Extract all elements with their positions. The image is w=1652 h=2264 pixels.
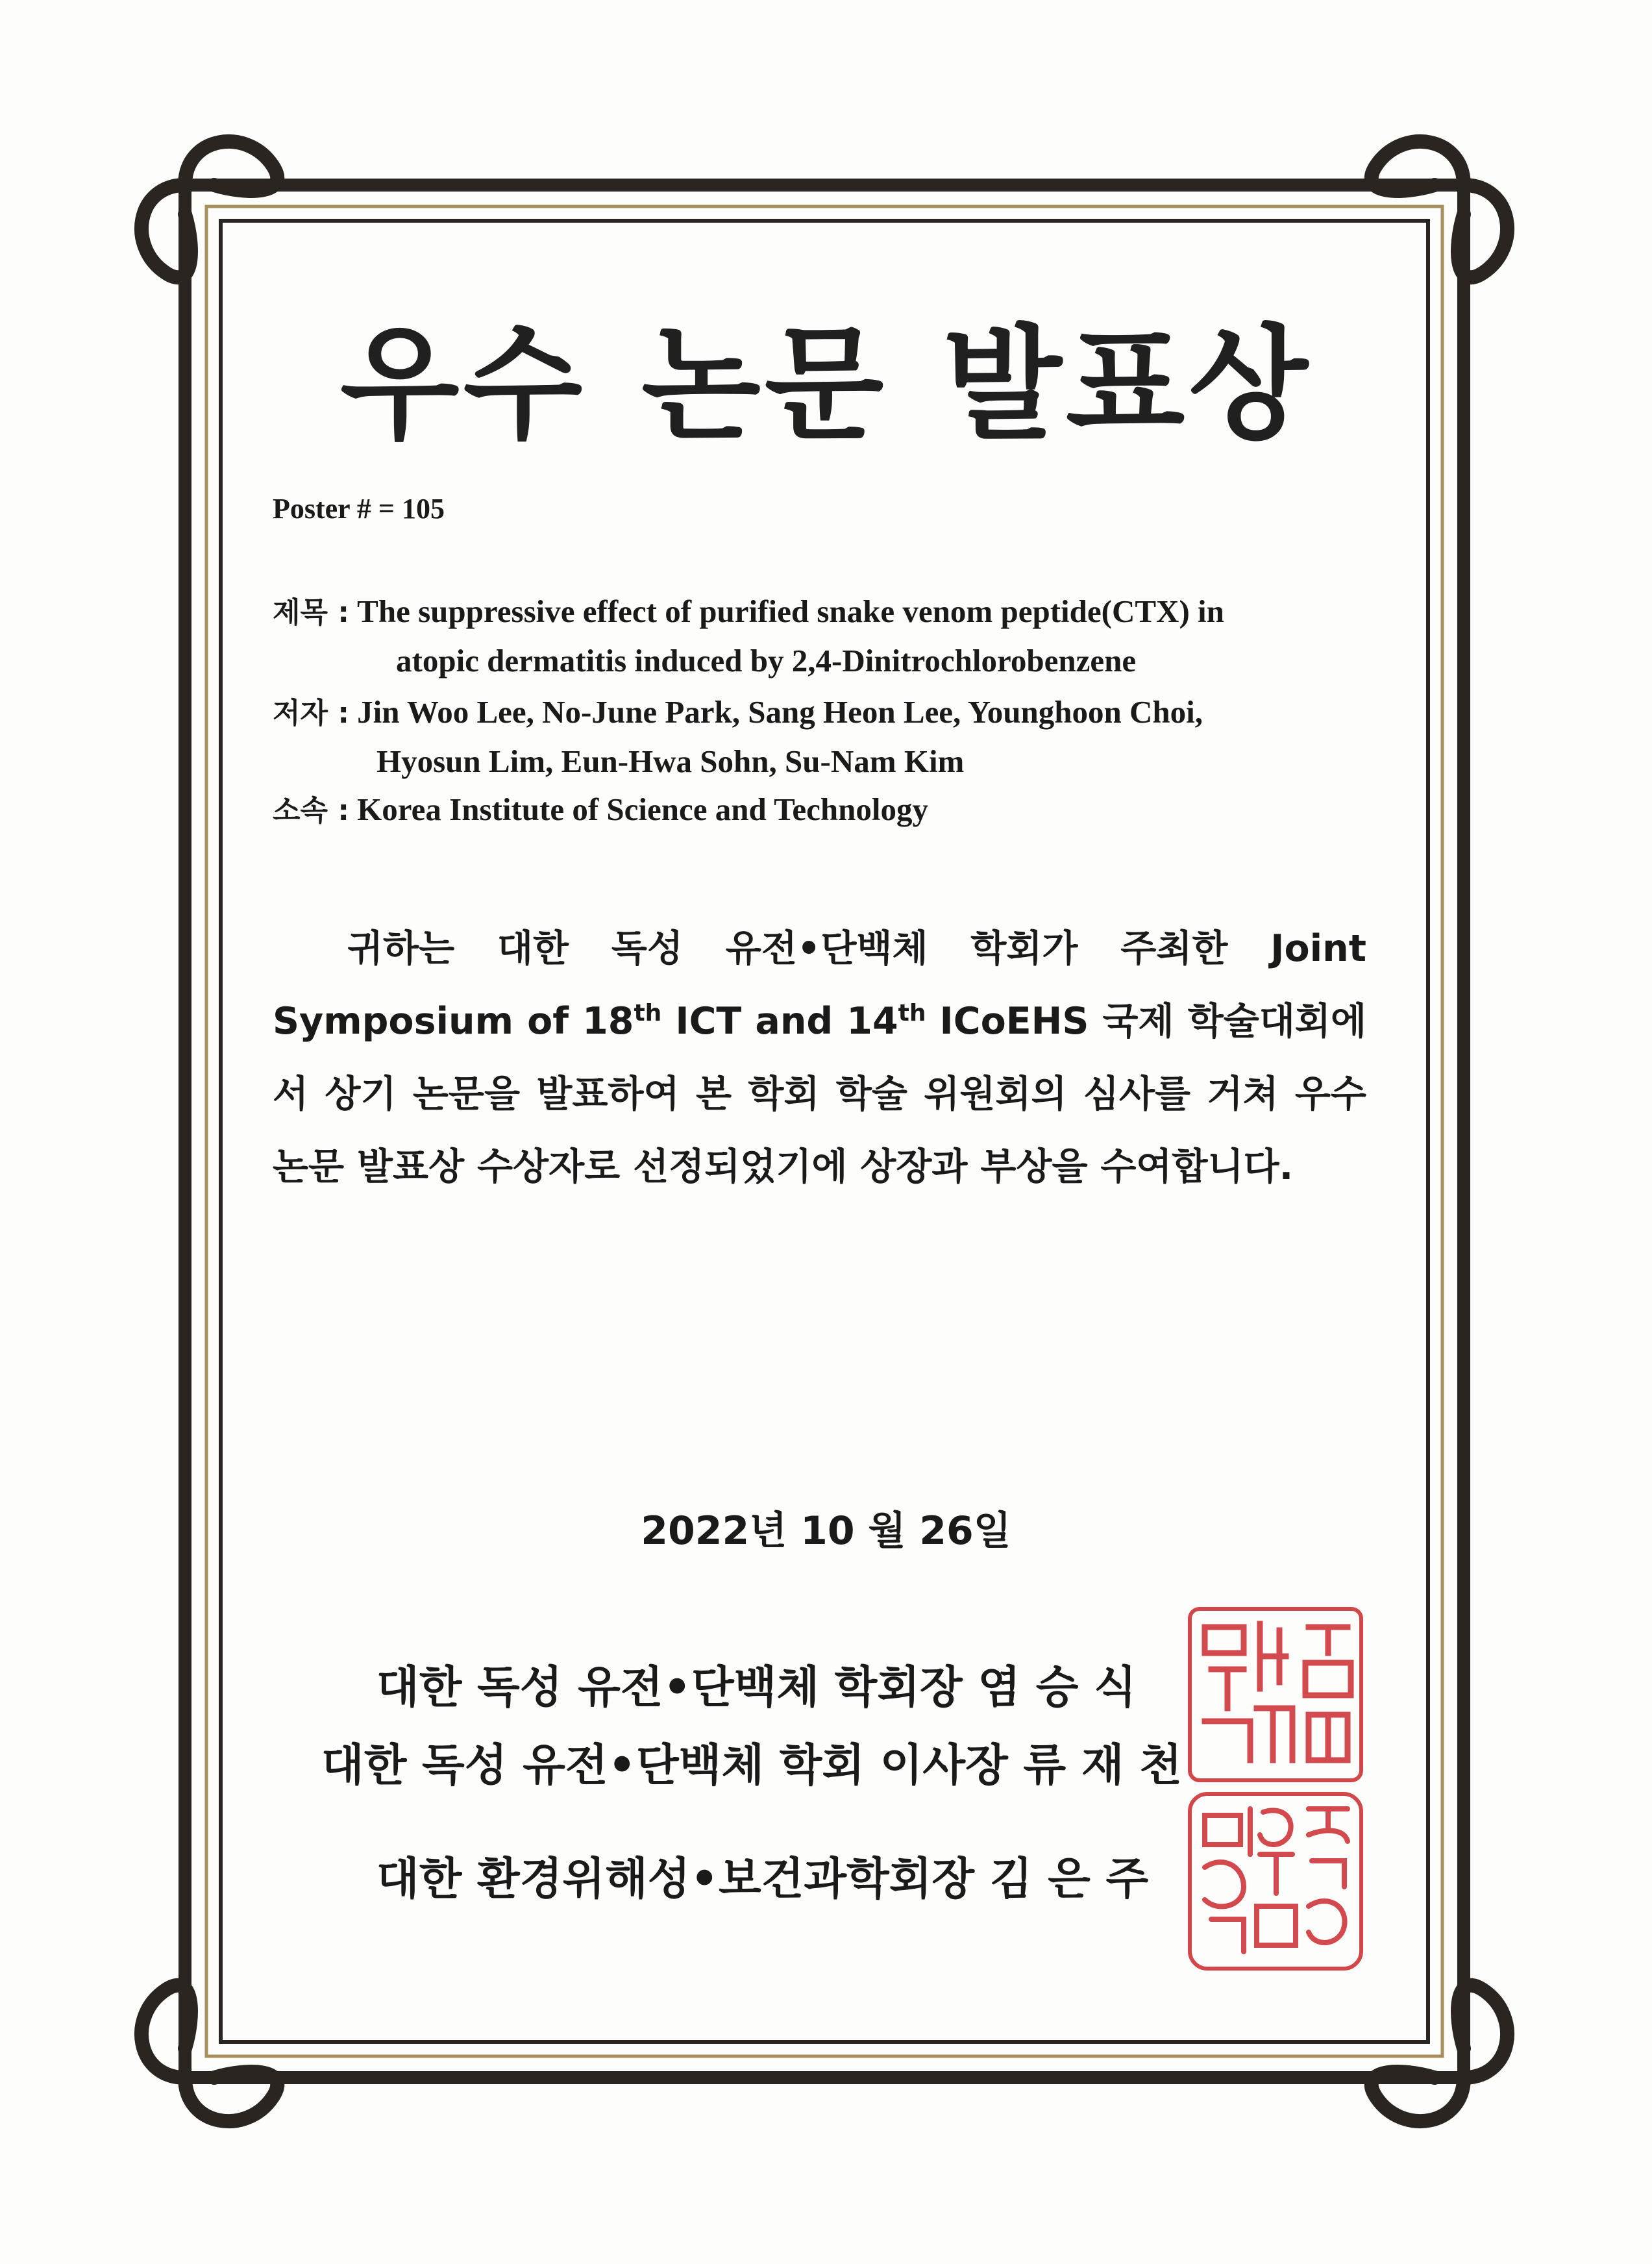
signatory-2: 대한 독성 유전•단백체 학회 이사장 류 재 천 (321, 1740, 1182, 1791)
affiliation-label: 소속 : (273, 794, 349, 827)
award-date: 2022년 10 월 26일 (641, 1508, 1011, 1554)
affiliation-row (273, 786, 928, 835)
affiliation-text: Korea Institute of Science and Technology (357, 791, 928, 827)
authors-label: 저자 : (273, 697, 349, 730)
authors-line2: Hyosun Lim, Eun-Hwa Sohn, Su-Nam Kim (376, 743, 965, 779)
body-part3: ICoEHS 국제 학술대회에서 상기 논문을 발표하여 본 학회 학술 위원회의 심사를 거쳐 우수 논문 발표상 수상자로 선정되었기에 상장과 부상을 수여합니다. (273, 1000, 1367, 1188)
paper-title-line1: The suppressive effect of purified snake venom peptide(CTX) in (357, 593, 1224, 629)
signatory-3: 대한 환경위해성•보건과학회장 김 은 주 (376, 1854, 1149, 1905)
title-word: 발표상 (943, 313, 1312, 456)
ordinal-suffix: th (898, 1000, 926, 1026)
authors-line1: Jin Woo Lee, No-June Park, Sang Heon Lee, Younghoon Choi, (357, 694, 1203, 730)
official-seal-icon (1188, 1792, 1363, 1971)
paper-title-row (273, 588, 1370, 685)
certificate-title (0, 286, 1652, 463)
paper-title-line2: atopic dermatitis induced by 2,4-Dinitrochlorobenzene (396, 643, 1137, 678)
paper-title-label: 제목 : (273, 596, 349, 629)
ordinal-suffix: th (634, 1000, 662, 1026)
body-part1: 귀하는 대한 독성 유전•단백체 학회가 주최한 Joint Symposium of 18 (273, 927, 1366, 1043)
title-word: 우수 (340, 313, 587, 456)
signatory-1: 대한 독성 유전•단백체 학회장 염 승 식 (376, 1662, 1137, 1713)
official-seal-icon (1188, 1607, 1363, 1782)
poster-number: Poster # = 105 (273, 493, 445, 525)
authors-row (273, 688, 1370, 786)
body-part2: ICT and 14 (661, 1000, 898, 1043)
title-word: 논문 (641, 313, 888, 456)
certificate-body (273, 912, 1366, 1203)
